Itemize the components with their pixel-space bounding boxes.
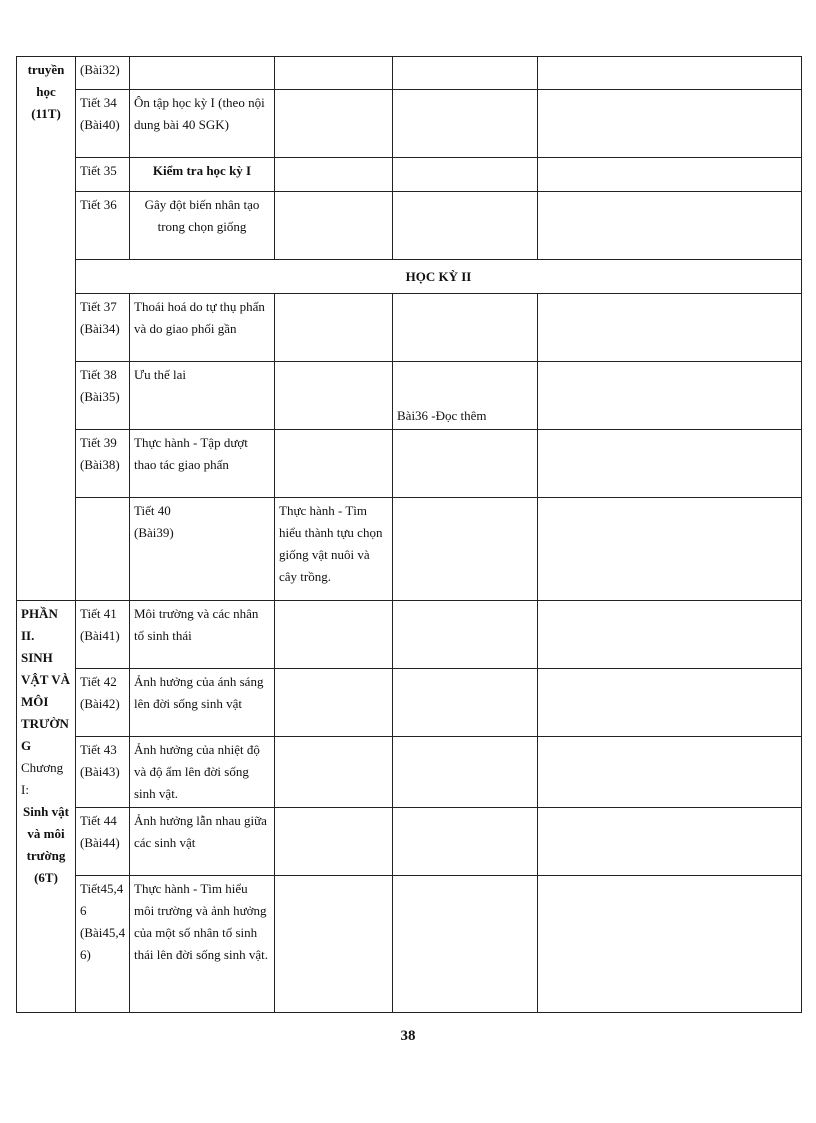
section-part-title: PHẦN II. SINH VẬT VÀ MÔI TRƯỜN G: [21, 606, 71, 753]
empty-cell: [275, 808, 393, 876]
semester-header-row: [17, 260, 802, 294]
lesson-cell: Tiết 35: [76, 158, 130, 192]
empty-cell: [538, 876, 802, 1013]
lesson-cell: Tiết 40 (Bài39): [130, 498, 275, 601]
empty-cell: [538, 57, 802, 90]
lesson-cell: Tiết 44 (Bài44): [76, 808, 130, 876]
content-cell: Kiểm tra học kỳ I: [130, 158, 275, 192]
table-row: [17, 498, 802, 601]
table-row: [17, 808, 802, 876]
note-cell: [393, 669, 538, 737]
table-row: [17, 57, 802, 90]
content-cell: Ảnh hưởng của nhiệt độ và độ ẩm lên đời sống sinh vật.: [130, 737, 275, 808]
table-row: [17, 430, 802, 498]
table-row: [17, 158, 802, 192]
lesson-cell: Tiết 43 (Bài43): [76, 737, 130, 808]
content-cell: Gây đột biến nhân tạo trong chọn giống: [130, 192, 275, 260]
section-chapter-title: Sinh vật và môi trường (6T): [23, 804, 69, 885]
note-cell: [393, 601, 538, 669]
lesson-cell: Tiết 41 (Bài41): [76, 601, 130, 669]
empty-cell: [275, 430, 393, 498]
content-cell: [130, 57, 275, 90]
lesson-cell: Tiết 42 (Bài42): [76, 669, 130, 737]
lesson-cell: Tiết 36: [76, 192, 130, 260]
content-cell: Ảnh hưởng lẫn nhau giữa các sinh vật: [130, 808, 275, 876]
table-row: [17, 601, 802, 669]
lesson-cell: (Bài32): [76, 57, 130, 90]
lesson-cell: Tiết 37 (Bài34): [76, 294, 130, 362]
content-cell: Ưu thế lai: [130, 362, 275, 430]
empty-cell: [538, 601, 802, 669]
section-cell-ecology: [17, 601, 76, 1013]
empty-cell: [275, 90, 393, 158]
content-cell: Thực hành - Tìm hiểu thành tựu chọn giống vật nuôi và cây trồng.: [275, 498, 393, 601]
content-cell: Ôn tập học kỳ I (theo nội dung bài 40 SGK): [130, 90, 275, 158]
note-cell: Bài36 -Đọc thêm: [393, 362, 538, 430]
empty-cell: [275, 362, 393, 430]
empty-cell: [538, 192, 802, 260]
content-cell: Thực hành - Tập dượt thao tác giao phấn: [130, 430, 275, 498]
note-cell: [393, 158, 538, 192]
empty-cell: [275, 294, 393, 362]
semester-header: HỌC KỲ II: [76, 260, 802, 294]
lesson-cell: Tiết 38 (Bài35): [76, 362, 130, 430]
empty-cell: [275, 601, 393, 669]
note-cell: [393, 294, 538, 362]
note-cell: [393, 737, 538, 808]
table-row: [17, 90, 802, 158]
section-chapter-label: Chương I:: [21, 760, 64, 797]
lesson-cell: Tiết45,4 6 (Bài45,4 6): [76, 876, 130, 1013]
empty-cell: [275, 192, 393, 260]
empty-cell: [275, 57, 393, 90]
lesson-cell: Tiết 39 (Bài38): [76, 430, 130, 498]
content-cell: Ảnh hưởng của ánh sáng lên đời sống sinh vật: [130, 669, 275, 737]
empty-cell: [275, 876, 393, 1013]
empty-cell: [538, 808, 802, 876]
lesson-cell: Tiết 34 (Bài40): [76, 90, 130, 158]
note-cell: [393, 192, 538, 260]
content-cell: Môi trường và các nhân tố sinh thái: [130, 601, 275, 669]
empty-cell: [275, 737, 393, 808]
empty-cell: [275, 158, 393, 192]
page-number: 38: [400, 1028, 416, 1044]
empty-cell: [393, 498, 538, 601]
note-cell: [393, 57, 538, 90]
table-row: [17, 737, 802, 808]
note-cell: [393, 430, 538, 498]
empty-cell: [538, 362, 802, 430]
curriculum-table: [16, 56, 802, 1013]
table-row: [17, 294, 802, 362]
empty-cell: [538, 430, 802, 498]
section-cell-genetics: truyền học (11T): [17, 57, 76, 601]
empty-cell: [538, 294, 802, 362]
empty-cell: [538, 737, 802, 808]
note-cell: [393, 90, 538, 158]
content-cell: Thực hành - Tìm hiểu môi trường và ảnh hưởng của một số nhân tố sinh thái lên đời sống sinh vật.: [130, 876, 275, 1013]
empty-cell: [538, 669, 802, 737]
table-row: [17, 669, 802, 737]
table-row: [17, 876, 802, 1013]
content-cell: Thoái hoá do tự thụ phấn và do giao phối gần: [130, 294, 275, 362]
empty-cell: [275, 669, 393, 737]
note-cell: [393, 808, 538, 876]
empty-cell: [538, 90, 802, 158]
table-row: [17, 362, 802, 430]
table-row: [17, 192, 802, 260]
empty-section-cell: [76, 498, 130, 601]
note-cell: [538, 498, 802, 601]
note-cell: [393, 876, 538, 1013]
empty-cell: [538, 158, 802, 192]
